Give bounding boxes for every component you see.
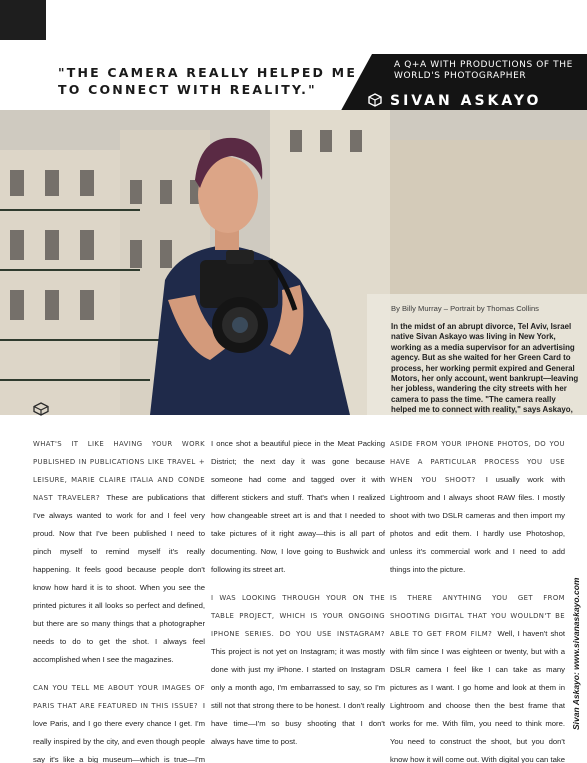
byline: By Billy Murray – Portrait by Thomas Collins xyxy=(391,304,539,313)
intro-paragraph-1: In the midst of an abrupt divorce, Tel Aviv, Israel native Sivan Askayo was living in New York, working as a media supervisor for an advertising agency. But as she waited for her Green Card to process, her working permit expired and General Motors, her only account, went bankrupt—leaving her jobless, wandering the city streets with her camera to pass the time. "The camera really helped me to connect with reality," says Askayo, xyxy=(391,322,579,415)
portrait-photo xyxy=(0,110,587,415)
top-corner-bar xyxy=(0,0,46,40)
answer: Well, I haven't shot with film since I was eighteen or twenty, but with a DSLR camera I feel like I can take as many pictures as I want. I go home and look at them in Lightroom and choose then the best frame that works for me. With film, you need to think more. You need to construct the shoot, but you don't know how it will come out. With digital you can take xyxy=(390,629,565,763)
cube-icon xyxy=(368,93,382,107)
question: CAN YOU TELL ME ABOUT YOUR IMAGES OF PARIS THAT ARE FEATURED IN THIS ISSUE? xyxy=(33,684,205,710)
answer: This project is not yet on Instagram; it was mostly done with just my iPhone. I started on Instagram only a month ago, I'm embarrassed to say, so I'm still not that strong there to be honest. I don't really have time—I'm so busy shooting that I don't always have time to post. xyxy=(211,647,385,746)
side-photo-credit xyxy=(571,520,583,730)
answer: These are publications that I've always wanted to work for and I feel very proud. Now that I've been published I need to pinch myself to remind myself it's really happening. It feels good because people don't know how hard it is to shoot. When you see the printed pictures it all looks so perfect and defined, but there are so many things that a photographer needs to do to get the shot. I always feel accomplished when I see the magazines. xyxy=(33,493,206,664)
subject-name: SIVAN ASKAYO xyxy=(390,93,542,109)
pull-quote: "THE CAMERA REALLY HELPED ME TO CONNECT WITH REALITY." xyxy=(58,65,358,97)
answer: I love Paris, and I go there every chance I get. I'm really inspired by the city, and even though people say it's like a big museum—which is true—I'm xyxy=(33,701,205,763)
question: IS THERE ANYTHING YOU GET FROM SHOOTING DIGITAL THAT YOU WOULDN'T BE ABLE TO GET FROM FILM? xyxy=(390,594,565,638)
side-credit-text: Sivan Askayo: www.sivanaskayo.com xyxy=(571,577,581,730)
answer: I once shot a beautiful piece in the Meat Packing District; the next day it was gone because someone had come and tagged over it with different stickers and stuff. That's when I realized how changeable street art is and that I needed to take pictures of it right away—this is all part of documenting. Now, I love going to Bushwick and following its street art. xyxy=(211,439,385,574)
banner-subtitle: A Q+A WITH PRODUCTIONS OF THE WORLD'S PHOTOGRAPHER xyxy=(394,60,573,81)
article-column-2 xyxy=(211,433,385,763)
question: I WAS LOOKING THROUGH YOUR ON THE TABLE PROJECT, WHICH IS YOUR ONGOING IPHONE SERIES. DO YOU USE INSTAGRAM? xyxy=(211,594,385,638)
qa-block xyxy=(390,587,565,763)
article-column-1 xyxy=(33,433,205,763)
qa-block xyxy=(390,433,565,577)
qa-block xyxy=(211,587,385,749)
qa-block xyxy=(33,433,205,667)
article-column-3 xyxy=(390,433,565,763)
qa-block xyxy=(33,677,205,763)
cube-outline-icon xyxy=(33,402,49,416)
question: WHAT'S IT LIKE HAVING YOUR WORK PUBLISHED IN PUBLICATIONS LIKE TRAVEL + LEISURE, MARIE CLAIRE ITALIA AND CONDE NAST TRAVELER? xyxy=(33,440,205,502)
question: ASIDE FROM YOUR IPHONE PHOTOS, DO YOU HAVE A PARTICULAR PROCESS YOU USE WHEN YOU SHOOT? xyxy=(390,440,565,484)
answer: I usually work with Lightroom and I always shoot RAW files. I mostly shoot with two DSLR cameras and then import my photos and edit them. I hardly use Photoshop, unless it's commercial work and I need to add things into the picture. xyxy=(390,475,566,574)
qa-block xyxy=(211,433,385,577)
qa-block xyxy=(211,759,385,763)
intro-caption-box xyxy=(367,294,587,415)
